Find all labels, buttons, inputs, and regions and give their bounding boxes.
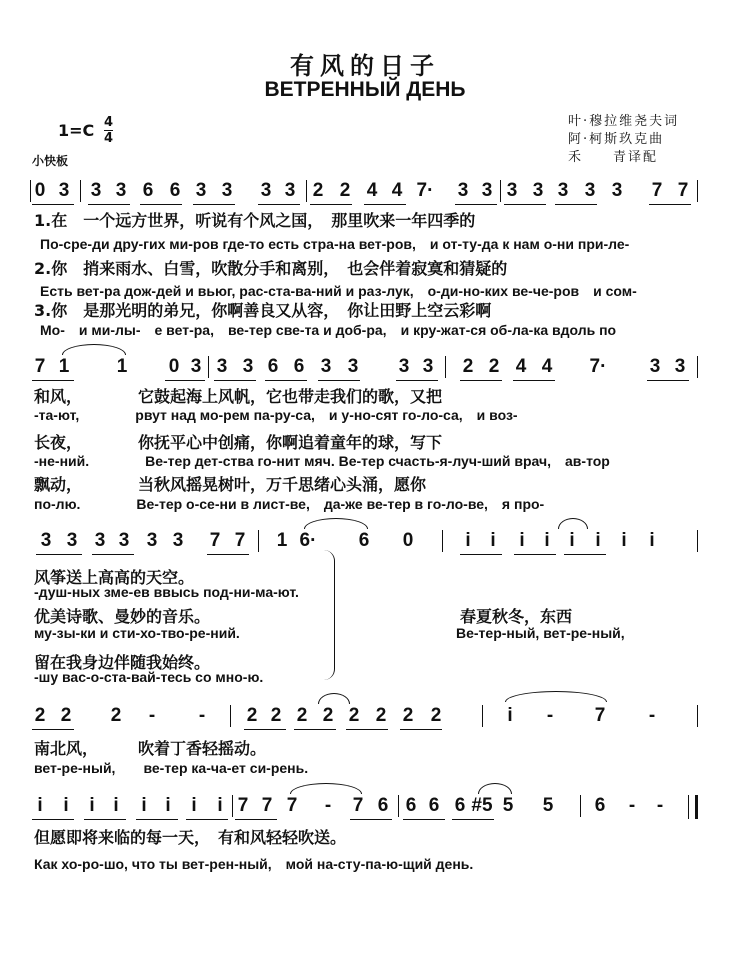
lyric-line: -шу вас-о-ста-вай-тесь со мно-ю. — [34, 669, 264, 685]
note: 2 — [110, 705, 122, 726]
lyric-verse-3-chinese — [0, 472, 730, 492]
note: 6 — [377, 795, 389, 816]
beat-underline — [294, 729, 336, 730]
beat-underline — [555, 204, 597, 205]
notation-system-5 — [0, 795, 730, 819]
beat-underline — [244, 729, 286, 730]
note: 3 — [674, 356, 686, 377]
note: - — [648, 705, 656, 726]
note: 0 — [34, 180, 46, 201]
beat-underline — [514, 554, 556, 555]
note: i — [63, 795, 69, 816]
lyric-line: 和风， 它鼓起海上风帆，它也带走我们的歌，又把 — [34, 387, 443, 406]
slur — [558, 518, 588, 529]
beat-underline — [88, 204, 130, 205]
beat-underline — [455, 204, 497, 205]
beat-underline — [32, 819, 74, 820]
beat-underline — [32, 729, 74, 730]
note: 3 — [320, 356, 332, 377]
lyric-line: Ве-тер-ный, вет-ре-ный, — [456, 625, 625, 641]
beat-underline — [452, 819, 494, 820]
barline — [258, 530, 259, 552]
barline — [208, 356, 209, 378]
note: 2 — [246, 705, 258, 726]
time-signature-bottom: 4 — [104, 131, 114, 146]
notation-system-4 — [0, 705, 730, 729]
note: 7 — [352, 795, 364, 816]
note: i — [490, 530, 496, 551]
note: i — [113, 795, 119, 816]
note: 3 — [90, 180, 102, 201]
note: 6 — [142, 180, 154, 201]
note: - — [324, 795, 332, 816]
note: i — [519, 530, 525, 551]
beat-underline — [207, 554, 249, 555]
note: 2 — [60, 705, 72, 726]
note: 3 — [584, 180, 596, 201]
composer-credit: 阿·柯斯玖克曲 — [568, 132, 665, 147]
beat-underline — [136, 819, 178, 820]
beat-underline — [32, 204, 74, 205]
note: 6 — [358, 530, 370, 551]
lyric-refrain-russian — [0, 758, 730, 778]
note: 3 — [242, 356, 254, 377]
note: 7 — [209, 530, 221, 551]
slur — [318, 693, 350, 704]
note: i — [544, 530, 550, 551]
note: i — [165, 795, 171, 816]
note: 7 — [594, 705, 606, 726]
barline — [697, 180, 698, 202]
note: i — [89, 795, 95, 816]
note: 3 — [422, 356, 434, 377]
note: 1 — [116, 356, 128, 377]
lyric-verse-1-chinese — [0, 565, 730, 585]
beat-underline — [186, 819, 228, 820]
barline — [232, 795, 233, 817]
beat-underline — [346, 729, 388, 730]
lyric-line: по-лю. Ве-тер о-се-ни в лист-ве, да-же ве-тер в го-ло-ве, я про- — [34, 496, 545, 512]
lyric-verse-1-chinese — [0, 384, 730, 404]
note: 4 — [366, 180, 378, 201]
note: 7· — [416, 180, 434, 201]
tie — [304, 518, 368, 529]
note: 7 — [261, 795, 273, 816]
note: 3 — [172, 530, 184, 551]
barline — [230, 705, 231, 727]
time-signature — [104, 116, 113, 145]
note: 3 — [532, 180, 544, 201]
note: 7 — [651, 180, 663, 201]
beat-underline — [564, 554, 606, 555]
note: 5 — [502, 795, 514, 816]
lyric-refrain-chinese — [0, 736, 730, 756]
beat-underline — [214, 380, 256, 381]
note: 4 — [541, 356, 553, 377]
note: 3 — [118, 530, 130, 551]
time-signature-top: 4 — [104, 115, 114, 130]
note: 6· — [299, 530, 317, 551]
note: 0 — [402, 530, 414, 551]
note: 3 — [284, 180, 296, 201]
note: 7 — [286, 795, 298, 816]
note: 3 — [66, 530, 78, 551]
beat-underline — [235, 819, 277, 820]
beat-underline — [265, 380, 307, 381]
note: - — [656, 795, 664, 816]
lyric-verse-1-russian — [0, 584, 730, 604]
lyric-verse-3-russian — [0, 669, 730, 689]
song-title-chinese: 有风的日子 — [290, 52, 440, 80]
note: - — [198, 705, 206, 726]
tie — [290, 783, 362, 794]
note: 7 — [34, 356, 46, 377]
note: i — [621, 530, 627, 551]
note: 2 — [34, 705, 46, 726]
verse-brace — [324, 550, 335, 680]
note: 3 — [221, 180, 233, 201]
note: 0 — [168, 356, 180, 377]
note: 2 — [375, 705, 387, 726]
note: 2 — [462, 356, 474, 377]
beat-underline — [396, 380, 438, 381]
barline — [398, 795, 399, 817]
beat-underline — [92, 554, 134, 555]
beat-underline — [403, 819, 445, 820]
barline — [445, 356, 446, 378]
beat-underline — [504, 204, 546, 205]
beat-underline — [32, 380, 74, 381]
lyric-line: По-сре-ди дру-гих ми-ров где-то есть стра-на вет-ров, и от-ту-да к нам о-ни при-ле- — [40, 236, 630, 252]
lyric-line: -не-ний. Ве-тер дет-ства го-нит мяч. Ве-тер счасть-я-луч-ший врач, ав-тор — [34, 453, 610, 469]
note: i — [37, 795, 43, 816]
lyric-line: 2.你 捎来雨水、白雪，吹散分手和离别， 也会伴着寂寞和猜疑的 — [34, 259, 508, 278]
beat-underline — [258, 204, 300, 205]
barline — [697, 530, 698, 552]
note: 7 — [234, 530, 246, 551]
note: 7· — [589, 356, 607, 377]
note: 3 — [58, 180, 70, 201]
beat-underline — [460, 554, 502, 555]
note: i — [595, 530, 601, 551]
note: i — [191, 795, 197, 816]
note: 3 — [195, 180, 207, 201]
lyric-line: 1.在 一个远方世界，听说有个风之国， 那里吹来一年四季的 — [34, 211, 476, 230]
barline — [306, 180, 307, 202]
beat-underline — [513, 380, 555, 381]
note: 2 — [296, 705, 308, 726]
note: 6 — [169, 180, 181, 201]
lyric-refrain-russian — [0, 854, 730, 874]
note: 3 — [481, 180, 493, 201]
notation-system-2 — [0, 356, 730, 380]
note: i — [465, 530, 471, 551]
note: 3 — [398, 356, 410, 377]
barline — [697, 356, 698, 378]
note: 2 — [430, 705, 442, 726]
note: 2 — [348, 705, 360, 726]
barline — [442, 530, 443, 552]
lyric-verse-1-russian — [0, 234, 730, 254]
barline — [500, 180, 501, 202]
slur — [478, 783, 512, 794]
note: i — [649, 530, 655, 551]
note: 3 — [40, 530, 52, 551]
lyric-refrain-chinese — [0, 825, 730, 845]
song-title-russian: ВЕТРЕННЫЙ ДЕНЬ — [264, 78, 466, 101]
barline — [80, 180, 81, 202]
note: 7 — [237, 795, 249, 816]
lyric-line: вет-ре-ный, ве-тер ка-ча-ет си-рень. — [34, 760, 309, 776]
notation-system-3 — [0, 530, 730, 554]
lyric-verse-1-russian — [0, 405, 730, 425]
lyric-refrain-chinese — [0, 604, 730, 624]
barline — [580, 795, 581, 817]
note: 2 — [312, 180, 324, 201]
note: 3 — [557, 180, 569, 201]
beat-underline — [310, 204, 352, 205]
note: 6 — [428, 795, 440, 816]
note: 2 — [270, 705, 282, 726]
note: 6 — [267, 356, 279, 377]
note: 1 — [276, 530, 288, 551]
lyric-line: 3.你 是那光明的弟兄，你啊善良又从容， 你让田野上空云彩啊 — [34, 301, 492, 320]
barline — [697, 705, 698, 727]
lyric-line: Как хо-ро-шо, что ты вет-рен-ный, мой на-сту-па-ю-щий день. — [34, 856, 474, 872]
lyric-line: Мо- и ми-лы- е вет-ра, ве-тер све-та и доб-ра, и кру-жат-ся об-ла-ка вдоль по — [40, 322, 617, 338]
note: 2 — [339, 180, 351, 201]
note: 6 — [594, 795, 606, 816]
beat-underline — [165, 380, 205, 381]
note: 3 — [190, 356, 202, 377]
note: i — [569, 530, 575, 551]
note: 1 — [58, 356, 70, 377]
lyric-line: 但愿即将来临的每一天， 有和风轻轻吹送。 — [34, 828, 347, 847]
lyric-verse-3-russian — [0, 494, 730, 514]
note: i — [141, 795, 147, 816]
tie — [62, 344, 126, 355]
note: 3 — [94, 530, 106, 551]
note: 3 — [260, 180, 272, 201]
note: 3 — [611, 180, 623, 201]
lyric-line: 留在我身边伴随我始终。 — [34, 653, 211, 672]
lyric-line: 飘动， 当秋风摇晃树叶，万千思绪心头涌，愿你 — [34, 475, 427, 494]
beat-underline — [400, 729, 442, 730]
beat-underline — [140, 204, 182, 205]
note: 3 — [457, 180, 469, 201]
note: 6 — [454, 795, 466, 816]
lyric-verse-3-chinese — [0, 298, 730, 318]
note: 3 — [146, 530, 158, 551]
translator-credit: 禾 青译配 — [568, 150, 659, 165]
notation-system-1 — [0, 180, 730, 204]
lyric-line: Есть вет-ра дож-дей и вьюг, рас-ста-ва-ний и раз-лук, о-ди-но-ких ве-че-ров и сом- — [40, 283, 637, 299]
note: 5 — [542, 795, 554, 816]
note: 2 — [488, 356, 500, 377]
note: 3 — [649, 356, 661, 377]
lyric-line: 长夜， 你抚平心中创痛，你啊追着童年的球，写下 — [34, 433, 443, 452]
note: - — [628, 795, 636, 816]
note: 4 — [391, 180, 403, 201]
lyric-line: -та-ют, рвут над мо-рем па-ру-са, и у-но-сят го-ло-са, и воз- — [34, 407, 518, 423]
note: i — [507, 705, 513, 726]
beat-underline — [84, 819, 126, 820]
note: 6 — [293, 356, 305, 377]
tempo-marking: 小快板 — [32, 154, 69, 168]
beat-underline — [318, 380, 360, 381]
note: 7 — [677, 180, 689, 201]
lyric-line: 南北风， 吹着丁香轻摇动。 — [34, 739, 267, 758]
barline — [482, 705, 483, 727]
lyric-line: 风筝送上高高的天空。 — [34, 568, 195, 587]
note: #5 — [471, 795, 493, 816]
lyric-verse-2-chinese — [0, 430, 730, 450]
final-barline — [688, 795, 698, 819]
note: 2 — [402, 705, 414, 726]
note: - — [148, 705, 156, 726]
note: i — [217, 795, 223, 816]
lyric-verse-2-chinese — [0, 256, 730, 276]
lyric-line: му-зы-ки и сти-хо-тво-ре-ний. — [34, 625, 240, 641]
beat-underline — [649, 204, 691, 205]
note: 3 — [216, 356, 228, 377]
key-signature: 1=C — [58, 121, 95, 140]
note: 6 — [405, 795, 417, 816]
lyric-refrain-russian — [0, 625, 730, 645]
note: 4 — [515, 356, 527, 377]
lyric-verse-1-chinese — [0, 208, 730, 228]
lyricist-credit: 叶·穆拉维尧夫词 — [568, 114, 680, 129]
note: 3 — [347, 356, 359, 377]
beat-underline — [193, 204, 235, 205]
note: 3 — [115, 180, 127, 201]
beat-underline — [364, 204, 406, 205]
lyric-line: 春夏秋冬，东西 — [460, 607, 573, 626]
beat-underline — [460, 380, 502, 381]
lyric-verse-2-russian — [0, 451, 730, 471]
barline — [30, 180, 31, 202]
lyric-verse-3-chinese — [0, 650, 730, 670]
beat-underline — [350, 819, 392, 820]
note: 3 — [506, 180, 518, 201]
slur — [505, 691, 607, 702]
beat-underline — [36, 554, 82, 555]
lyric-line: -душ-ных зме-ев ввысь под-ни-ма-ют. — [34, 584, 299, 600]
lyric-verse-3-russian — [0, 320, 730, 340]
note: - — [546, 705, 554, 726]
beat-underline — [647, 380, 689, 381]
note: 2 — [322, 705, 334, 726]
lyric-line: 优美诗歌、曼妙的音乐。 — [34, 607, 211, 626]
